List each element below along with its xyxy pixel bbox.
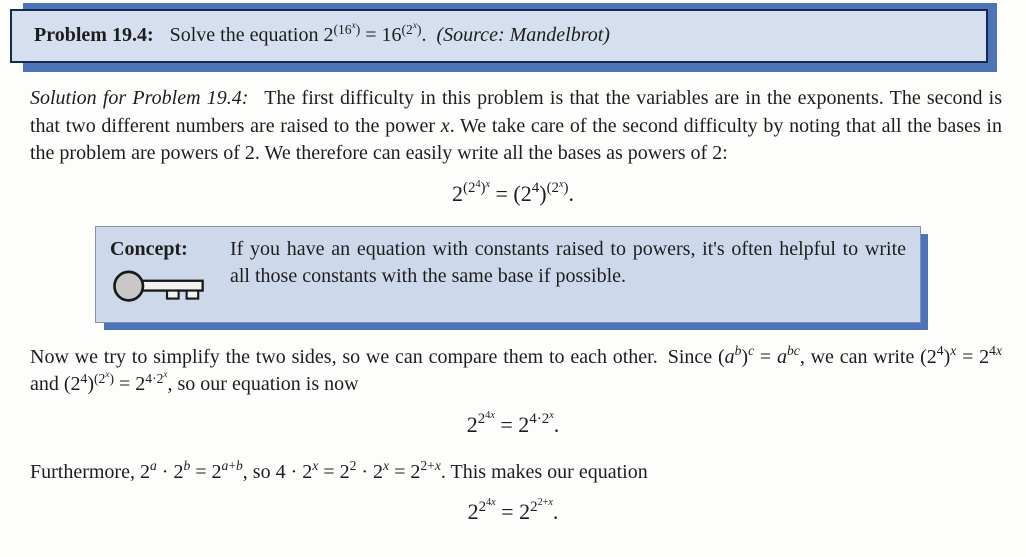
solution-paragraph-2: Now we try to simplify the two sides, so we can compare them to each other. Since $(a^b)^c = a^{bc}$, we can write $(2^4)^x = 2^{4x}$ and $(2^4)^{(2^x)} = 2^{4\cdot 2^x}$, so our equation is now bbox=[30, 343, 1003, 395]
equation-1: $2^{(2^4)^x} = (2^4)^{(2^x)}$. bbox=[451, 178, 575, 206]
equation-2: $2^{2^{4x}} = 2^{4\cdot 2^x}$. bbox=[466, 409, 560, 437]
problem-box bbox=[10, 9, 988, 63]
concept-box bbox=[95, 226, 921, 323]
concept-text: If you have an equation with constants raised to powers, it's often helpful to write all those constants with the same base if possible. bbox=[230, 237, 906, 287]
solution-paragraph-3: Furthermore, $2^a \cdot 2^b = 2^{a+b}$, so $4 \cdot 2^x = 2^2 \cdot 2^x = 2^{2+x}$. This makes our equation bbox=[30, 458, 648, 483]
concept-box-inner bbox=[95, 226, 921, 323]
solution-intro-paragraph: Solution for Problem 19.4: The first difficulty in this problem is that the variables are in the exponents. The second is that two different numbers are raised to the power x. We take care of the second difficulty by noting that all the bases in the problem are powers of 2. We therefore can easily write all the bases as powers of 2: bbox=[30, 87, 1002, 164]
key-icon bbox=[110, 267, 216, 312]
problem-label: Problem 19.4: bbox=[34, 24, 154, 46]
concept-label-column bbox=[110, 236, 216, 312]
equation-3: $2^{2^{4x}} = 2^{2^{2+x}}$. bbox=[467, 497, 559, 524]
problem-statement: Solve the equation $2^{(16^x)} = 16^{(2^x)}$. (Source: Mandelbrot) bbox=[169, 20, 610, 46]
concept-label: Concept: bbox=[110, 237, 188, 260]
problem-box-inner bbox=[10, 9, 988, 63]
